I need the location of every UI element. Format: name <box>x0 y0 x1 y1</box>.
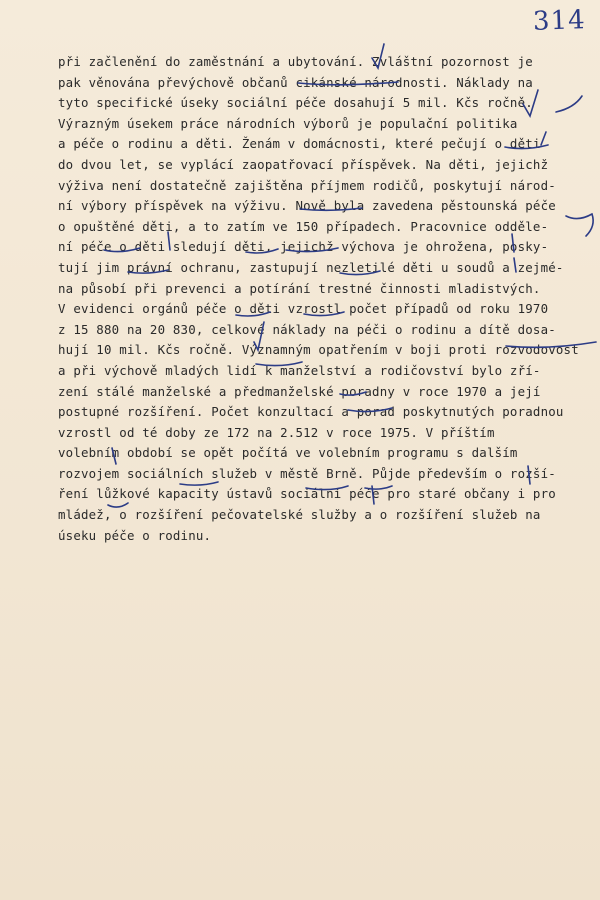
text-line: vzrostl od té doby ze 172 na 2.512 v roce 1975. V příštím <box>58 424 495 440</box>
text-line: ření lůžkové kapacity ústavů sociální péče pro staré občany i pro <box>58 486 556 502</box>
text-line: z 15 880 na 20 830, celkové náklady na péči o rodinu a dítě dosa- <box>58 321 556 337</box>
text-line: o opuštěné děti, a to zatím ve 150 případech. Pracovnice odděle- <box>58 218 549 234</box>
page-number: 314 <box>532 5 587 37</box>
text-line: postupné rozšíření. Počet konzultací a porad poskytnutých poradnou <box>58 404 564 420</box>
text-line: tyto specifické úseky sociální péče dosahují 5 mil. Kčs ročně. <box>58 95 533 111</box>
text-line: na působí při prevenci a potírání trestné činnosti mladistvých. <box>58 280 541 296</box>
text-line: Výrazným úsekem práce národních výborů je populační politika <box>58 115 518 131</box>
text-line: hují 10 mil. Kčs ročně. Významným opatřením v boji proti rozvodovost <box>58 342 579 358</box>
text-line: pak věnována převýchově občanů cikánské národnosti. Náklady na <box>58 74 533 90</box>
text-line: tují jim právní ochranu, zastupují nezletilé děti u soudů a zejmé- <box>58 259 564 275</box>
text-line: úseku péče o rodinu. <box>58 527 212 543</box>
text-line: při začlenění do zaměstnání a ubytování. Zvláštní pozornost je <box>58 54 533 69</box>
text-line: V evidenci orgánů péče o děti vzrostl počet případů od roku 1970 <box>58 301 549 317</box>
text-line: ní péče o děti sledují děti, jejichž výchova je ohrožena, posky- <box>58 239 549 255</box>
text-line: do dvou let, se vyplácí zaopatřovací příspěvek. Na děti, jejichž <box>58 156 549 172</box>
text-line: ní výbory příspěvek na výživu. Nově byla zavedena pěstounská péče <box>58 198 556 214</box>
text-line: rozvojem sociálních služeb v městě Brně. Půjde především o rozší- <box>58 465 556 481</box>
text-line: volebním období se opět počítá ve volebním programu s dalším <box>58 445 518 461</box>
body-text <box>58 52 598 546</box>
text-line: a péče o rodinu a děti. Ženám v domácnosti, které pečují o děti <box>58 136 541 152</box>
text-line: mládež, o rozšíření pečovatelské služby a o rozšíření služeb na <box>58 507 541 523</box>
text-line: zení stálé manželské a předmanželské poradny v roce 1970 a její <box>58 383 541 399</box>
text-line: a při výchově mladých lidí k manželství a rodičovství bylo zří- <box>58 362 541 378</box>
text-line: výživa není dostatečně zajištěna příjmem rodičů, poskytují národ- <box>58 177 556 193</box>
